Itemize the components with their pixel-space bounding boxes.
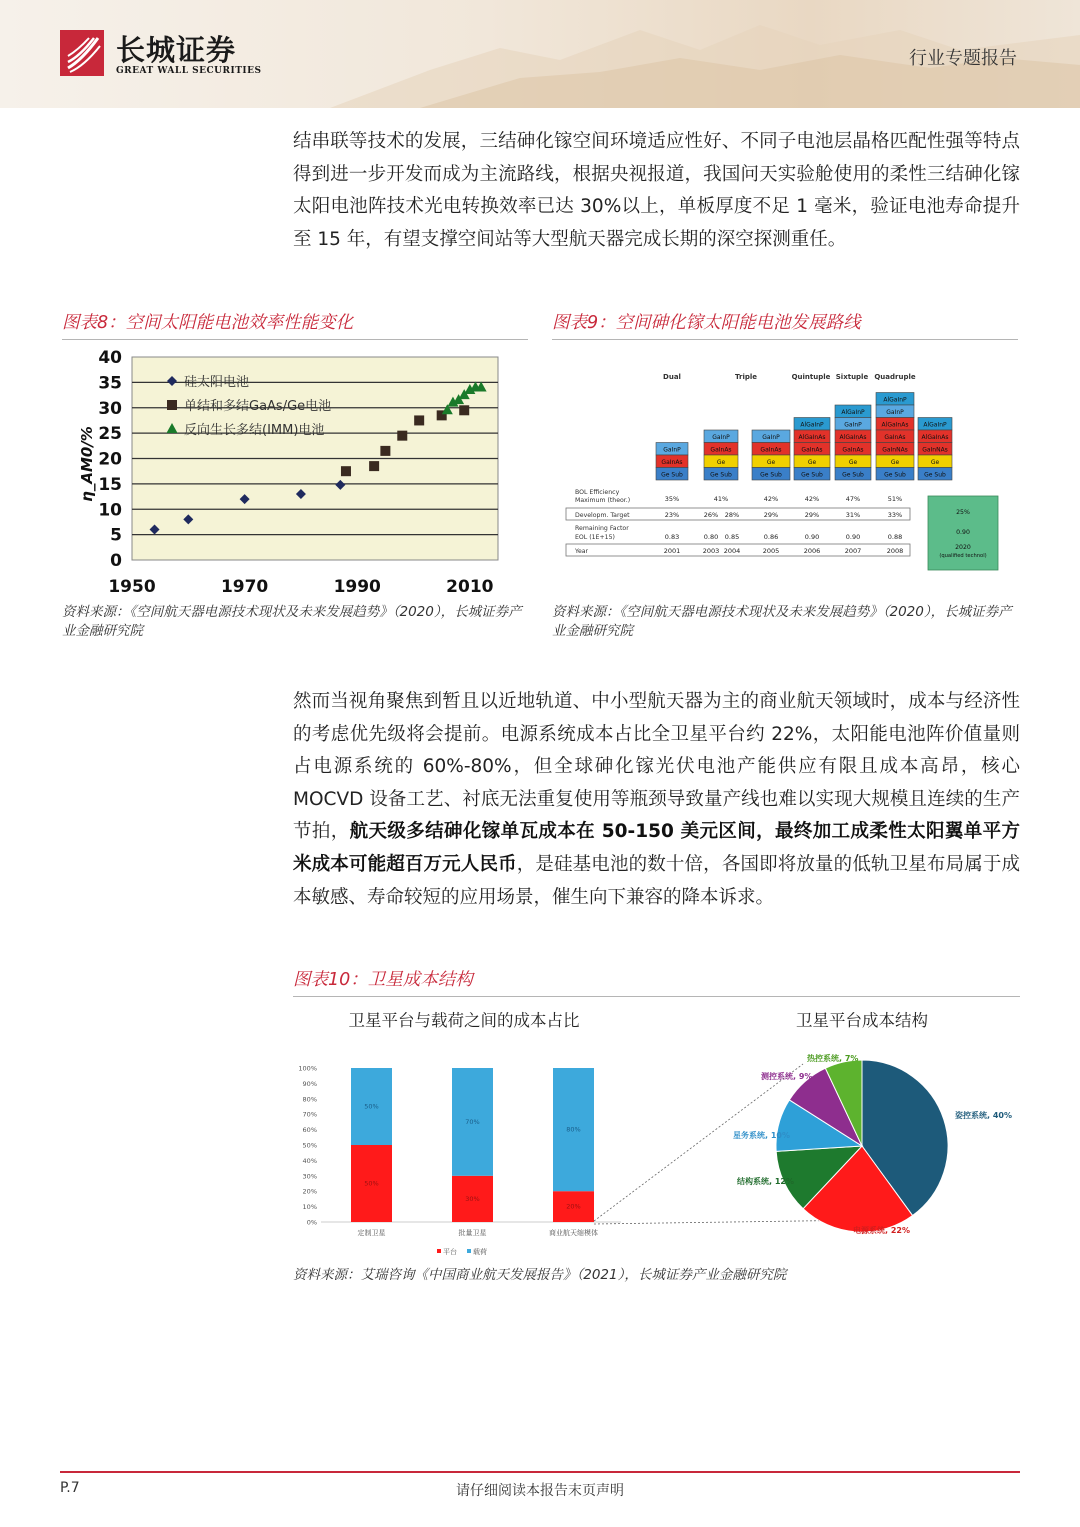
row-label: BOL Efficiency — [575, 489, 620, 496]
paragraph-2-text-b: ，是硅基电池的数十倍，各国即将放量的低轨卫星布局属于成本敏感、寿命较短的应用场景，催生向下兼容的降本诉求。 — [293, 853, 1020, 908]
cell-layer-label: GaInNAs — [922, 446, 948, 454]
cell-layer-label: AlGaInAs — [921, 434, 949, 441]
cell-layer-label: AlGaInAs — [798, 434, 826, 441]
pie-slice-label: 姿控系统, 40% — [955, 1111, 1012, 1120]
target-value: 29% — [804, 511, 820, 519]
bar-y-tick: 80% — [302, 1095, 317, 1104]
target-value: 31% — [845, 511, 861, 519]
cell-layer-label: GaInAs — [842, 446, 864, 454]
bol-value: 47% — [845, 495, 861, 503]
figure-10-chart — [293, 1000, 1020, 1262]
target-value: 33% — [887, 511, 903, 519]
cell-layer-label: AlGaInP — [841, 409, 865, 416]
cell-layer-label: AlGaInAs — [839, 434, 867, 441]
page-header — [0, 0, 1080, 108]
row-label: Year — [575, 548, 589, 555]
pie-slice-label: 电源系统, 22% — [853, 1226, 910, 1235]
paragraph-2-bold: 航天级多结砷化镓单瓦成本在 50-150 美元区间，最终加工成柔性太阳翼单平方米成本可能超百万元人民币 — [293, 821, 1020, 875]
figure-8-chart — [62, 346, 528, 598]
pie-slice-label: 星务系统, 10% — [733, 1131, 790, 1140]
x-tick-label: 2010 — [446, 577, 494, 597]
cell-layer-label: GaInP — [762, 434, 780, 441]
figure-10-source: 资料来源：艾瑞咨询《中国商业航天发展报告》（2021），长城证券产业金融研究院 — [293, 1267, 787, 1283]
connector-line — [594, 1064, 803, 1221]
remaining-value: 0.85 — [724, 533, 740, 541]
bar-y-tick: 20% — [302, 1187, 317, 1196]
qualified-box-text: (qualified technol) — [939, 553, 987, 559]
bar-payload-label: 50% — [364, 1102, 379, 1111]
logo-text-cn: 长城证券 — [116, 33, 237, 67]
pie-chart-title: 卫星平台成本结构 — [796, 1011, 928, 1030]
cell-layer-label: GaInAs — [661, 459, 683, 466]
bar-platform-label: 50% — [364, 1179, 379, 1188]
bar-payload-label: 80% — [566, 1125, 581, 1134]
bar-category-label: 定制卫星 — [357, 1229, 386, 1237]
year-value: 2008 — [886, 547, 904, 555]
cell-layer-label: Ge — [930, 459, 940, 466]
row-label: Remaining Factor — [575, 525, 629, 532]
bol-value: 41% — [713, 495, 729, 503]
y-axis-title: η_AM0/% — [78, 426, 96, 502]
year-value: 2005 — [762, 547, 780, 555]
legend-label: 单结和多结GaAs/Ge电池 — [184, 399, 332, 414]
cell-layer-label: GaInNAs — [882, 446, 908, 454]
y-axis-label — [78, 426, 96, 502]
row-label: Developm. Target — [575, 512, 630, 519]
bar-y-tick: 0% — [306, 1218, 317, 1227]
cell-layer-label: Ge Sub — [760, 471, 782, 479]
cell-layer-label: GaInP — [886, 409, 904, 416]
legend-swatch — [437, 1249, 441, 1253]
bol-value: 42% — [763, 495, 779, 503]
x-tick-label: 1950 — [108, 577, 156, 597]
body-paragraph-1: 结串联等技术的发展，三结砷化镓空间环境适应性好、不同子电池层晶格匹配性强等特点得到进一步开发而成为主流路线，根据央视报道，我国问天实验舱使用的柔性三结砷化镓太阳电池阵技术光电转换效率已达 30%以上，单板厚度不足 1 毫米，验证电池寿命提升至 15 年，有望支撑空间站等大型航天器完成长期的深空探测重任。 — [293, 131, 1020, 250]
remaining-value: 0.88 — [887, 533, 903, 541]
figure-10-title: 图表10：卫星成本结构 — [293, 970, 473, 990]
figure-8-rule — [62, 339, 528, 340]
column-header: Quadruple — [874, 373, 916, 381]
remaining-value: 0.90 — [804, 533, 820, 541]
cell-layer-label: Ge Sub — [710, 471, 732, 479]
qualified-box-text: 0.90 — [956, 529, 970, 536]
paragraph-2-text-a: 然而当视角聚焦到暂且以近地轨道、中小型航天器为主的商业航天领域时，成本与经济性的考虑优先级将会提前。电源系统成本占比全卫星平台约 22%，太阳能电池阵价值量则占电源系统的 60%-80%，但全球砷化镓光伏电池产能供应有限且成本高昂，核心 MOCVD 设备工艺、衬底无法重复使用等瓶颈导致量产线也难以实现大规模且连续的生产节拍， — [293, 691, 1020, 843]
bar-y-tick: 30% — [302, 1172, 317, 1181]
year-value: 2006 — [803, 547, 821, 555]
year-value: 2007 — [844, 547, 862, 555]
legend-label: 平台 — [443, 1248, 457, 1256]
y-tick-label: 20 — [98, 449, 122, 470]
figure-8-title: 图表8：空间太阳能电池效率性能变化 — [62, 313, 354, 333]
remaining-value: 0.83 — [664, 533, 680, 541]
cell-layer-label: Ge — [890, 459, 900, 466]
bar-platform-label: 30% — [465, 1194, 480, 1203]
qualified-box-text: 2020 — [955, 544, 971, 551]
year-value: 2003 — [702, 547, 720, 555]
cell-layer-label: Ge Sub — [924, 471, 946, 479]
y-tick-label: 35 — [98, 373, 122, 394]
remaining-value: 0.80 — [703, 533, 719, 541]
data-point — [341, 466, 351, 476]
legend-swatch — [467, 1249, 471, 1253]
year-value: 2001 — [663, 547, 681, 555]
y-tick-label: 5 — [110, 525, 122, 546]
bar-y-tick: 10% — [302, 1203, 317, 1212]
cell-layer-label: AlGaInP — [800, 421, 824, 429]
target-value: 29% — [763, 511, 779, 519]
cell-layer-label: AlGaInAs — [881, 421, 909, 429]
footer-disclaimer: 请仔细阅读本报告末页声明 — [456, 1483, 624, 1499]
page-number: P.7 — [60, 1480, 80, 1496]
bar-category-label: 商业航天缩模体 — [549, 1229, 598, 1237]
legend-label: 反向生长多结(IMM)电池 — [184, 423, 325, 438]
data-point — [369, 461, 379, 471]
footer-rule — [60, 1471, 1020, 1473]
cell-layer-label: GaInAs — [884, 434, 906, 441]
figure-10-rule — [293, 996, 1020, 997]
bol-value: 42% — [804, 495, 820, 503]
bar-y-tick: 40% — [302, 1156, 317, 1165]
cell-layer-label: GaInAs — [801, 446, 823, 454]
cell-layer-label: GaInP — [712, 434, 730, 441]
bar-y-tick: 50% — [302, 1141, 317, 1150]
data-point — [380, 446, 390, 456]
body-paragraph-2 — [293, 686, 1020, 914]
cell-layer-label: Ge — [766, 459, 776, 466]
y-tick-label: 40 — [98, 348, 122, 368]
column-header: Dual — [663, 373, 681, 381]
remaining-value: 0.86 — [763, 533, 779, 541]
remaining-value: 0.90 — [845, 533, 861, 541]
cell-layer-label: Ge — [807, 459, 817, 466]
y-tick-label: 15 — [98, 474, 122, 495]
bol-value: 51% — [887, 495, 903, 503]
row-label: EOL (1E+15) — [575, 534, 615, 541]
column-header: Quintuple — [791, 373, 831, 381]
cell-layer-label: Ge Sub — [842, 471, 864, 479]
qualified-box-text: 25% — [956, 509, 970, 516]
bar-platform-label: 20% — [566, 1202, 581, 1211]
bar-y-tick: 70% — [302, 1110, 317, 1119]
bar-chart-title: 卫星平台与载荷之间的成本占比 — [348, 1011, 580, 1030]
cell-layer-label: Ge — [716, 459, 726, 466]
target-value: 23% — [664, 511, 680, 519]
logo-icon — [60, 30, 104, 76]
cell-layer-label: Ge Sub — [884, 471, 906, 479]
data-point — [459, 405, 469, 415]
data-point — [414, 415, 424, 425]
y-tick-label: 30 — [98, 398, 122, 419]
row-label: Maximum (theor.) — [575, 497, 631, 504]
year-value: 2004 — [723, 547, 741, 555]
y-tick-label: 0 — [110, 551, 122, 571]
cell-layer-label: AlGaInP — [923, 421, 947, 429]
column-header: Triple — [734, 373, 758, 381]
target-value: 26% — [703, 511, 719, 519]
legend-label: 载荷 — [473, 1248, 487, 1256]
y-tick-label: 10 — [98, 500, 122, 521]
bar-payload-label: 70% — [465, 1117, 480, 1126]
report-type-label: 行业专题报告 — [909, 48, 1017, 69]
cell-layer-label: Ge Sub — [801, 471, 823, 479]
x-tick-label: 1970 — [220, 577, 269, 597]
cell-layer-label: GaInP — [844, 421, 862, 429]
cell-layer-label: GaInAs — [710, 446, 732, 454]
figure-9-source: 资料来源：《空间航天器电源技术现状及未来发展趋势》（2020），长城证券产业金融研究院 — [552, 604, 1012, 639]
bar-y-tick: 100% — [298, 1064, 317, 1073]
bol-value: 35% — [664, 495, 680, 503]
figure-8-source: 资料来源：《空间航天器电源技术现状及未来发展趋势》（2020），长城证券产业金融研究院 — [62, 604, 522, 639]
y-tick-label: 25 — [98, 424, 122, 445]
column-header: Sixtuple — [835, 373, 869, 381]
figure-9-title: 图表9：空间砷化镓太阳能电池发展路线 — [552, 313, 861, 333]
figure-9-diagram — [552, 346, 1018, 598]
pie-slice-label: 热控系统, 7% — [807, 1054, 859, 1063]
cell-layer-label: Ge Sub — [661, 471, 683, 479]
cell-layer-label: Ge — [848, 459, 858, 466]
x-tick-label: 1990 — [333, 577, 381, 597]
legend-label: 硅太阳电池 — [184, 375, 250, 390]
pie-slice-label: 测控系统, 9% — [761, 1072, 813, 1081]
data-point — [397, 431, 407, 441]
cell-layer-label: AlGaInP — [883, 396, 907, 404]
cell-layer-label: GaInAs — [760, 446, 782, 454]
legend-marker — [167, 400, 177, 410]
bar-category-label: 批量卫星 — [458, 1229, 487, 1237]
cell-layer-label: GaInP — [663, 446, 681, 454]
bar-y-tick: 60% — [302, 1126, 317, 1135]
bar-y-tick: 90% — [302, 1079, 317, 1088]
target-value: 28% — [724, 511, 740, 519]
pie-slice-label: 结构系统, 12% — [737, 1177, 794, 1186]
figure-9-rule — [552, 339, 1018, 340]
logo-text-en: GREAT WALL SECURITIES — [116, 66, 262, 76]
